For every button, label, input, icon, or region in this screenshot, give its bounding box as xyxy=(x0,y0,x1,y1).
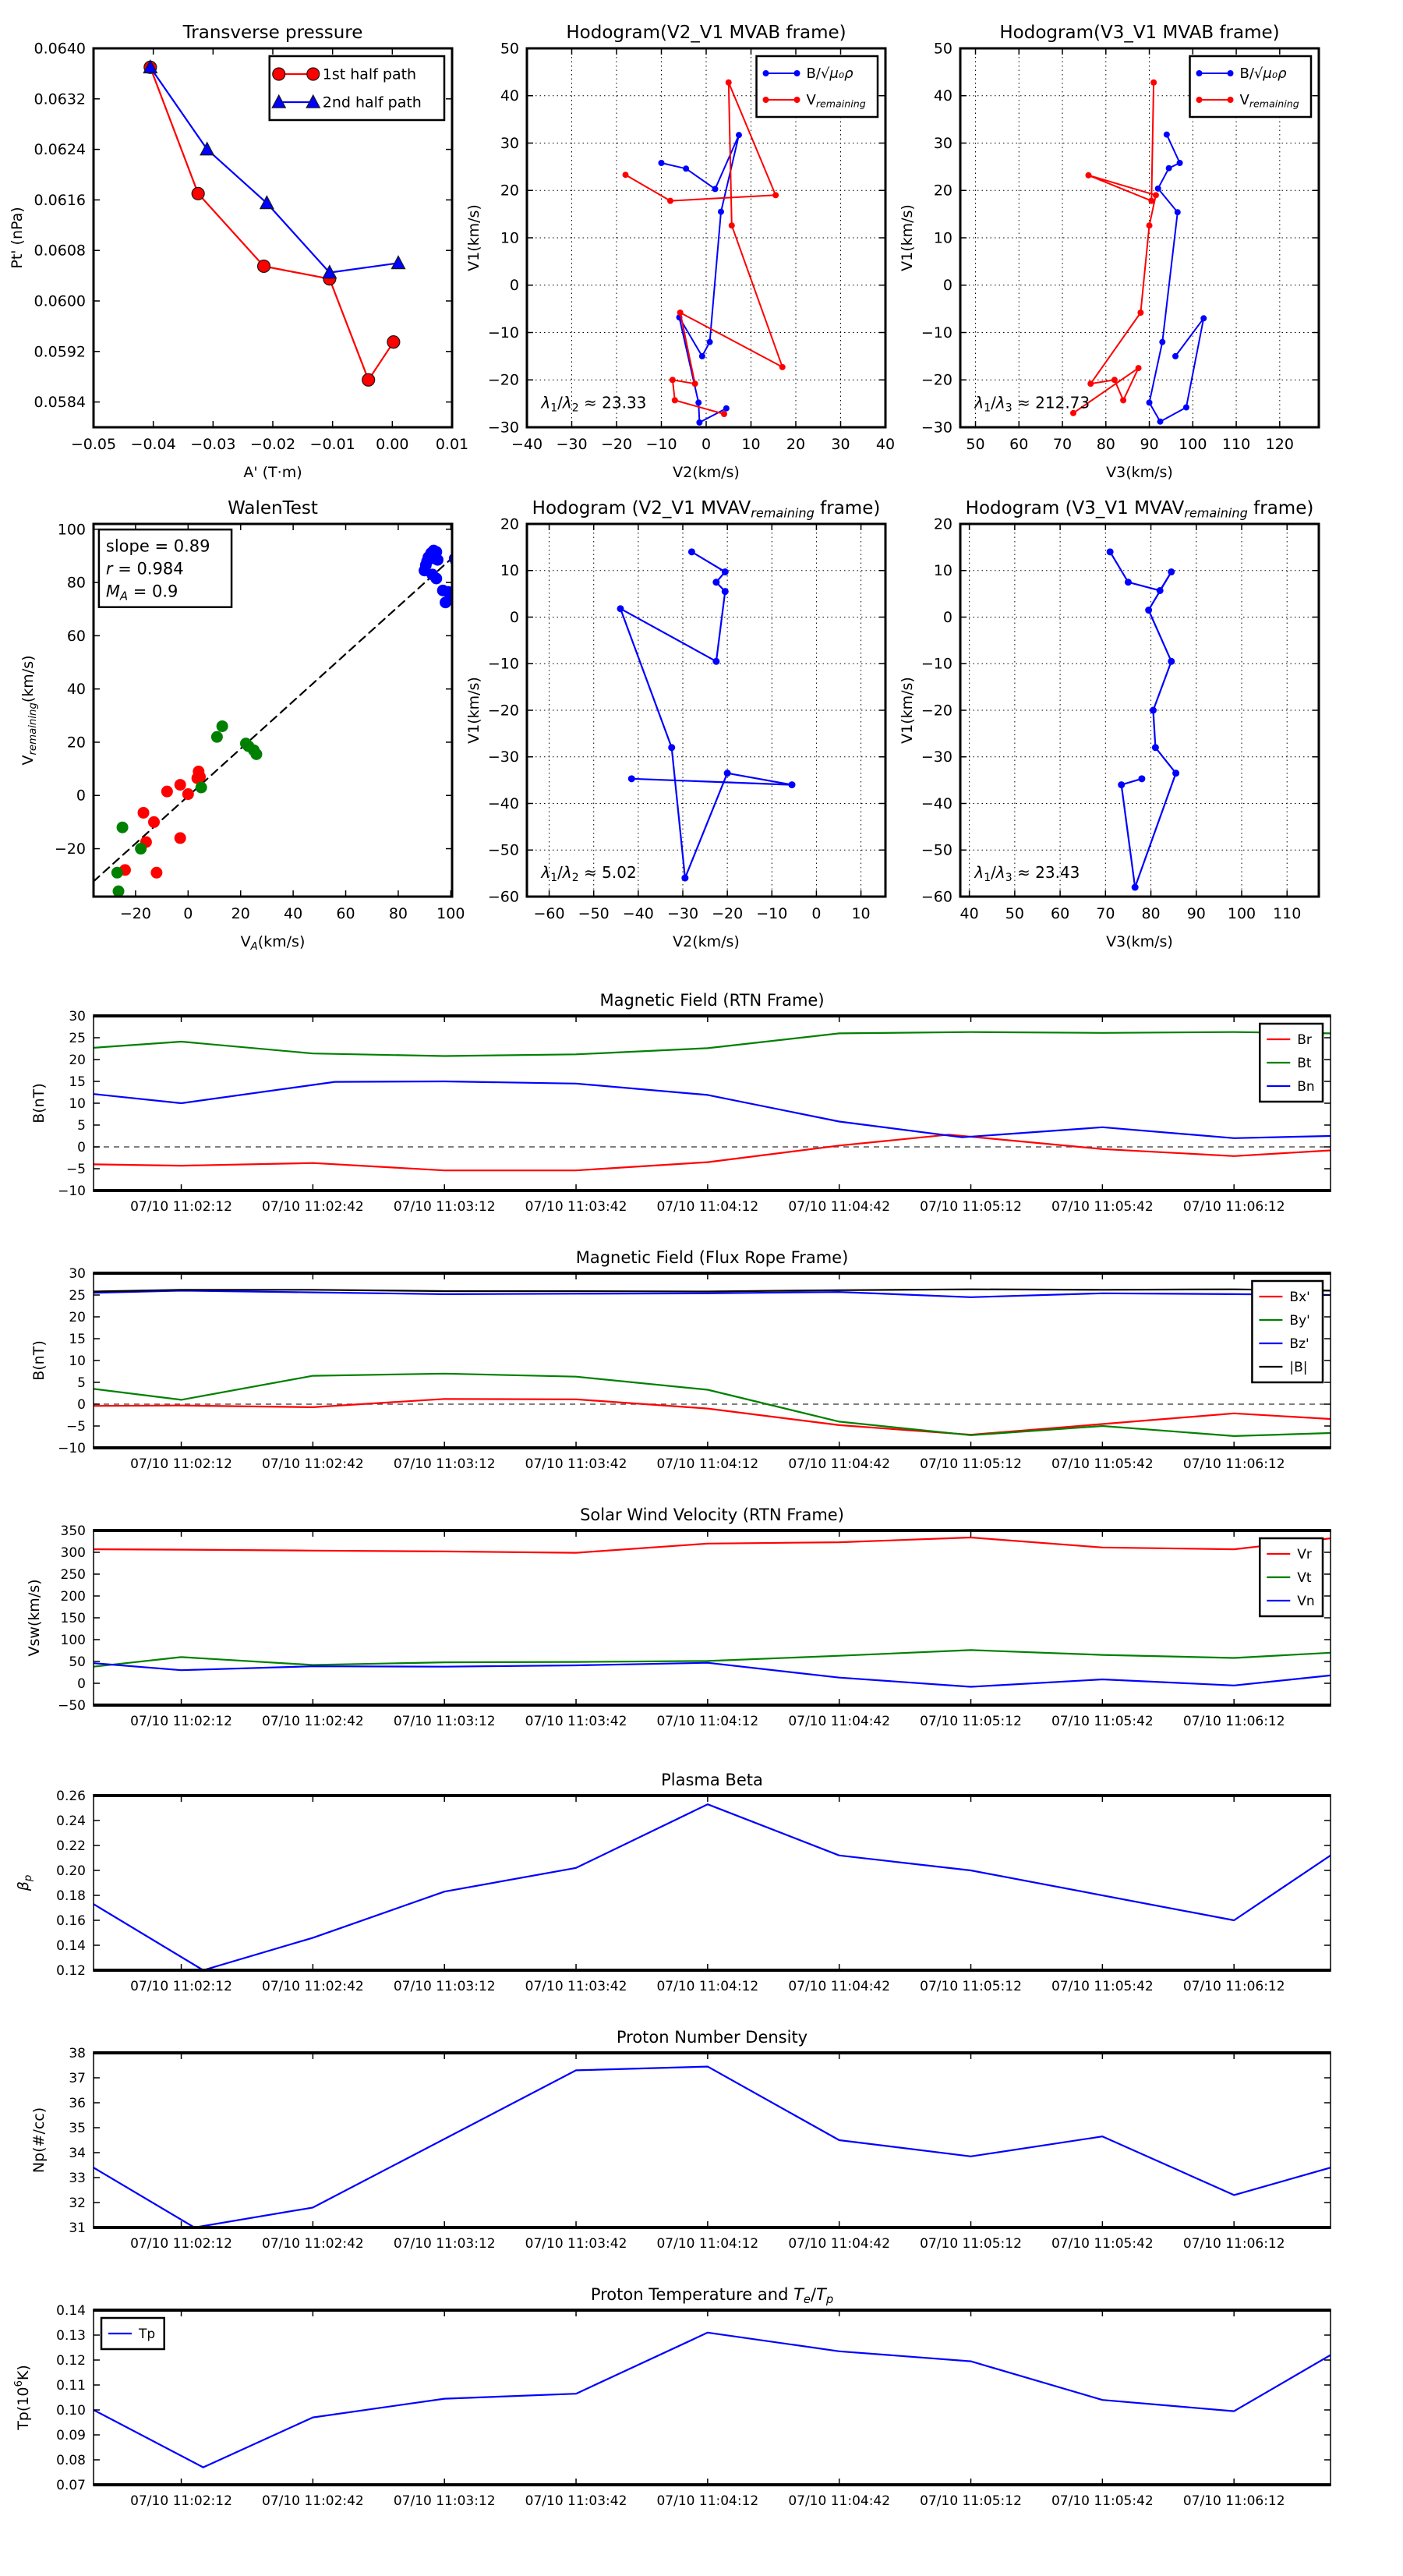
x-tick-label: 0 xyxy=(811,905,822,922)
y-tick-label: 20 xyxy=(933,182,952,200)
x-tick-label: 0 xyxy=(183,905,193,922)
y-tick-label: 15 xyxy=(69,1074,86,1090)
y-axis-label: V1(km/s) xyxy=(899,204,916,271)
y-tick-label: 40 xyxy=(66,681,86,699)
y-tick-label: −10 xyxy=(921,324,952,341)
plot-proton-number-density xyxy=(30,2028,1331,2252)
y-tick-label: 50 xyxy=(500,40,519,58)
y-tick-label: 0 xyxy=(942,608,952,626)
y-tick-label: 100 xyxy=(60,1632,86,1648)
legend-label: Bt xyxy=(1297,1055,1312,1071)
y-tick-label: 0.0632 xyxy=(34,90,86,108)
y-tick-label: 0 xyxy=(77,1675,86,1692)
x-tick-label: 07/10 11:04:12 xyxy=(656,1714,759,1729)
y-tick-label: 20 xyxy=(933,515,952,533)
x-tick-label: 0.01 xyxy=(435,436,469,453)
y-tick-label: 30 xyxy=(933,134,952,152)
plot-title: Hodogram(V3_V1 MVAB frame) xyxy=(999,23,1280,43)
x-axis-label: V3(km/s) xyxy=(1106,933,1173,950)
annotation-text: $\lambda_1/\lambda_2 \approx 23.33$ xyxy=(541,393,647,415)
y-tick-label: 0.14 xyxy=(56,2302,86,2319)
legend-label: Tp xyxy=(139,2326,156,2342)
x-tick-label: 07/10 11:04:42 xyxy=(788,1714,891,1729)
plot-hodogram-v3v1-mvav xyxy=(899,498,1320,950)
y-tick-label: 30 xyxy=(69,1008,86,1024)
x-tick-label: −0.02 xyxy=(249,436,296,453)
x-axis-label: V2(km/s) xyxy=(673,933,740,950)
y-tick-label: 0 xyxy=(509,277,519,295)
y-tick-label: 150 xyxy=(60,1610,86,1626)
y-tick-label: −5 xyxy=(65,1161,86,1177)
x-tick-label: 60 xyxy=(1051,905,1070,922)
y-axis-label: V1(km/s) xyxy=(465,204,482,271)
legend xyxy=(1252,1281,1323,1382)
x-tick-label: 10 xyxy=(741,436,761,453)
legend-label: Vt xyxy=(1297,1569,1312,1586)
x-tick-label: 07/10 11:06:12 xyxy=(1182,2493,1285,2509)
legend-label: B/√μ₀ρ xyxy=(1239,65,1287,83)
x-tick-label: 50 xyxy=(1005,905,1024,922)
x-tick-label: 70 xyxy=(1096,905,1115,922)
x-tick-label: 07/10 11:04:42 xyxy=(788,1979,891,1994)
x-tick-label: 07/10 11:03:42 xyxy=(525,1456,627,1472)
legend-label: $V_{remaining}$ xyxy=(806,92,866,110)
x-tick-label: 90 xyxy=(1186,905,1206,922)
plot-title: Hodogram(V2_V1 MVAB frame) xyxy=(566,23,846,43)
x-tick-label: 07/10 11:06:12 xyxy=(1182,1714,1285,1729)
y-tick-label: 80 xyxy=(66,574,86,592)
y-tick-label: 20 xyxy=(500,515,519,533)
y-tick-label: 250 xyxy=(60,1566,86,1583)
y-tick-label: 36 xyxy=(69,2095,86,2111)
x-tick-label: 07/10 11:05:12 xyxy=(920,1199,1022,1215)
x-tick-label: 110 xyxy=(1221,436,1251,453)
x-tick-label: 40 xyxy=(284,905,303,922)
x-tick-label: 07/10 11:04:12 xyxy=(656,2493,759,2509)
x-tick-label: 80 xyxy=(388,905,408,922)
legend-label: 1st half path xyxy=(322,65,417,83)
y-tick-label: −50 xyxy=(921,841,952,859)
y-tick-label: 20 xyxy=(69,1309,86,1325)
plot-title: Magnetic Field (Flux Rope Frame) xyxy=(575,1248,849,1267)
y-tick-label: 20 xyxy=(69,1052,86,1068)
plot-title: Proton Number Density xyxy=(616,2028,808,2047)
y-tick-label: 40 xyxy=(933,87,952,105)
legend-label: Br xyxy=(1297,1031,1312,1048)
y-tick-label: −20 xyxy=(921,702,952,720)
y-tick-label: 0.08 xyxy=(56,2452,86,2468)
x-tick-label: 07/10 11:06:12 xyxy=(1182,1199,1285,1215)
y-tick-label: 0.13 xyxy=(56,2327,86,2344)
y-tick-label: 0.14 xyxy=(56,1937,86,1954)
y-tick-label: 25 xyxy=(69,1030,86,1046)
y-axis-label: Vsw(km/s) xyxy=(26,1579,43,1657)
annotation-line: r = 0.984 xyxy=(105,559,184,579)
legend-label: Bx' xyxy=(1289,1289,1310,1305)
x-tick-label: 07/10 11:02:12 xyxy=(130,1714,232,1729)
y-tick-label: −20 xyxy=(54,840,86,858)
x-tick-label: 80 xyxy=(1096,436,1115,453)
y-tick-label: 0.10 xyxy=(56,2402,86,2419)
x-tick-label: 07/10 11:03:12 xyxy=(393,2493,496,2509)
x-tick-label: 10 xyxy=(851,905,871,922)
x-tick-label: −20 xyxy=(119,905,151,922)
x-tick-label: 07/10 11:05:42 xyxy=(1051,1199,1154,1215)
y-tick-label: 0 xyxy=(77,1139,86,1155)
x-tick-label: 20 xyxy=(786,436,806,453)
x-tick-label: 07/10 11:05:12 xyxy=(920,2493,1022,2509)
x-tick-label: 07/10 11:04:12 xyxy=(656,1979,759,1994)
x-tick-label: −0.05 xyxy=(70,436,117,453)
legend-label: Vn xyxy=(1297,1593,1315,1609)
annotation-text: $\lambda_1/\lambda_2 \approx 5.02$ xyxy=(541,863,637,885)
x-tick-label: 07/10 11:02:42 xyxy=(262,1714,364,1729)
x-tick-label: 07/10 11:04:42 xyxy=(788,2236,891,2252)
plot-plasma-beta xyxy=(15,1771,1331,1994)
x-tick-label: 07/10 11:05:12 xyxy=(920,2236,1022,2252)
y-tick-label: −30 xyxy=(487,748,519,766)
plot-mag-rtn xyxy=(30,991,1331,1215)
x-tick-label: 07/10 11:04:12 xyxy=(656,1199,759,1215)
x-tick-label: 07/10 11:03:42 xyxy=(525,1199,627,1215)
x-tick-label: 07/10 11:03:12 xyxy=(393,1714,496,1729)
y-tick-label: −60 xyxy=(921,888,952,906)
x-tick-label: −0.01 xyxy=(309,436,355,453)
y-tick-label: 40 xyxy=(500,87,519,105)
x-tick-label: 07/10 11:05:12 xyxy=(920,1456,1022,1472)
x-tick-label: 0 xyxy=(701,436,712,453)
y-tick-label: 0 xyxy=(942,277,952,295)
y-tick-label: −30 xyxy=(921,748,952,766)
x-tick-label: 60 xyxy=(1009,436,1029,453)
x-tick-label: 07/10 11:05:42 xyxy=(1051,2236,1154,2252)
legend xyxy=(101,2318,164,2349)
x-tick-label: 70 xyxy=(1052,436,1073,453)
y-axis-label: B(nT) xyxy=(30,1083,48,1123)
annotation-line: $M_A = 0.9$ xyxy=(105,582,178,603)
x-tick-label: 07/10 11:02:42 xyxy=(262,2236,364,2252)
legend-label: |B| xyxy=(1289,1359,1308,1375)
y-tick-label: 0.12 xyxy=(56,1962,86,1979)
y-tick-label: 0 xyxy=(509,608,519,626)
y-tick-label: 0.0624 xyxy=(34,141,86,159)
annotation-text: $\lambda_1/\lambda_3 \approx 212.73$ xyxy=(974,393,1090,415)
plot-mag-flux-rope xyxy=(30,1248,1331,1472)
x-tick-label: 07/10 11:05:42 xyxy=(1051,1456,1154,1472)
y-tick-label: 0.0608 xyxy=(34,242,86,260)
y-tick-label: 15 xyxy=(69,1331,86,1347)
x-tick-label: 07/10 11:02:12 xyxy=(130,2493,232,2509)
y-tick-label: 0 xyxy=(76,787,86,805)
x-tick-label: 07/10 11:02:12 xyxy=(130,1979,232,1994)
x-tick-label: −20 xyxy=(600,436,633,453)
x-tick-label: −10 xyxy=(645,436,677,453)
y-tick-label: −10 xyxy=(58,1183,86,1199)
y-tick-label: 300 xyxy=(60,1545,86,1561)
x-tick-label: 07/10 11:06:12 xyxy=(1182,2236,1285,2252)
plot-title: Plasma Beta xyxy=(661,1771,763,1789)
y-tick-label: 10 xyxy=(69,1353,86,1369)
x-tick-label: 07/10 11:06:12 xyxy=(1182,1456,1285,1472)
x-tick-label: −60 xyxy=(533,905,565,922)
x-tick-label: 07/10 11:03:42 xyxy=(525,2236,627,2252)
x-tick-label: 120 xyxy=(1265,436,1294,453)
plot-title: Transverse pressure xyxy=(182,23,363,43)
y-tick-label: 200 xyxy=(60,1588,86,1605)
y-tick-label: −10 xyxy=(487,324,519,341)
x-tick-label: −20 xyxy=(712,905,744,922)
x-tick-label: 50 xyxy=(966,436,985,453)
y-tick-label: 20 xyxy=(500,182,519,200)
y-axis-label: B(nT) xyxy=(30,1340,48,1381)
y-tick-label: 50 xyxy=(933,40,952,58)
x-tick-label: 07/10 11:02:42 xyxy=(262,2493,364,2509)
y-axis-label: V1(km/s) xyxy=(899,677,916,744)
y-axis-label: V1(km/s) xyxy=(465,677,482,744)
x-tick-label: 07/10 11:03:42 xyxy=(525,1979,627,1994)
legend-label: B/√μ₀ρ xyxy=(806,65,853,83)
y-tick-label: 60 xyxy=(66,627,86,645)
plot-hodogram-v2v1-mvav xyxy=(465,498,887,950)
y-tick-label: −60 xyxy=(487,888,519,906)
x-axis-label: A' (T·m) xyxy=(243,464,302,481)
x-tick-label: 07/10 11:04:42 xyxy=(788,2493,891,2509)
y-axis-label: $\beta_p$ xyxy=(15,1874,34,1891)
y-tick-label: 33 xyxy=(69,2170,86,2186)
y-tick-label: 32 xyxy=(69,2195,86,2211)
plot-title: Hodogram (V2_V1 $MVAV_{remaining}$ frame) xyxy=(532,498,881,521)
y-tick-label: 5 xyxy=(77,1375,86,1391)
x-tick-label: 07/10 11:04:12 xyxy=(656,1456,759,1472)
x-tick-label: 0.00 xyxy=(376,436,409,453)
y-tick-label: 5 xyxy=(77,1117,86,1134)
y-tick-label: 35 xyxy=(69,2120,86,2136)
x-tick-label: 07/10 11:05:42 xyxy=(1051,1714,1154,1729)
x-tick-label: 07/10 11:04:42 xyxy=(788,1456,891,1472)
x-tick-label: 07/10 11:04:42 xyxy=(788,1199,891,1215)
x-tick-label: 30 xyxy=(831,436,850,453)
legend-label: Bn xyxy=(1297,1078,1315,1095)
x-tick-label: −0.03 xyxy=(190,436,236,453)
legend xyxy=(1190,56,1311,117)
y-tick-label: −50 xyxy=(487,841,519,859)
y-tick-label: 50 xyxy=(69,1654,86,1670)
y-tick-label: 0 xyxy=(77,1396,86,1413)
plot-title: Solar Wind Velocity (RTN Frame) xyxy=(580,1506,844,1524)
x-tick-label: 07/10 11:02:42 xyxy=(262,1979,364,1994)
x-tick-label: 07/10 11:03:12 xyxy=(393,2236,496,2252)
y-tick-label: 10 xyxy=(69,1095,86,1112)
x-tick-label: 40 xyxy=(959,905,979,922)
x-tick-label: 110 xyxy=(1273,905,1302,922)
plot-hodogram-v3v1-mvab xyxy=(899,23,1320,481)
y-tick-label: −20 xyxy=(487,702,519,720)
x-tick-label: 07/10 11:02:12 xyxy=(130,2236,232,2252)
x-tick-label: −40 xyxy=(622,905,654,922)
y-tick-label: 0.07 xyxy=(56,2477,86,2493)
x-tick-label: 07/10 11:03:42 xyxy=(525,1714,627,1729)
y-tick-label: 0.09 xyxy=(56,2427,86,2443)
plot-title: Hodogram (V3_V1 $MVAV_{remaining}$ frame) xyxy=(965,498,1314,521)
x-axis-label: $V_A(km/s)$ xyxy=(240,933,306,953)
x-tick-label: 07/10 11:06:12 xyxy=(1182,1979,1285,1994)
plot-solar-wind-velocity xyxy=(26,1506,1331,1729)
y-tick-label: 0.0600 xyxy=(34,292,86,310)
x-tick-label: 07/10 11:02:42 xyxy=(262,1199,364,1215)
y-tick-label: 30 xyxy=(500,134,519,152)
annotation-text: $\lambda_1/\lambda_3 \approx 23.43$ xyxy=(974,863,1080,885)
x-tick-label: 100 xyxy=(1179,436,1207,453)
legend xyxy=(1260,1024,1323,1102)
plot-title: WalenTest xyxy=(228,498,318,518)
y-axis-label: Np(#/cc) xyxy=(30,2107,48,2174)
y-tick-label: 10 xyxy=(933,562,952,580)
legend-label: $V_{remaining}$ xyxy=(1239,92,1299,110)
x-tick-label: 07/10 11:02:12 xyxy=(130,1199,232,1215)
x-tick-label: 07/10 11:05:42 xyxy=(1051,1979,1154,1994)
y-tick-label: −10 xyxy=(58,1440,86,1456)
x-tick-label: 60 xyxy=(336,905,355,922)
y-tick-label: −30 xyxy=(487,419,519,437)
legend xyxy=(1260,1538,1323,1616)
y-tick-label: 0.26 xyxy=(56,1788,86,1804)
x-tick-label: 07/10 11:03:12 xyxy=(393,1199,496,1215)
plot-title: Proton Temperature and $T_e/T_p$ xyxy=(590,2285,834,2307)
y-tick-label: 350 xyxy=(60,1523,86,1539)
x-tick-label: −10 xyxy=(756,905,788,922)
y-tick-label: 10 xyxy=(500,562,519,580)
y-tick-label: 0.0640 xyxy=(34,40,86,58)
x-tick-label: −30 xyxy=(556,436,588,453)
legend-label: Vr xyxy=(1297,1546,1312,1562)
y-tick-label: −20 xyxy=(487,371,519,389)
x-axis-label: V2(km/s) xyxy=(673,464,740,481)
y-tick-label: −40 xyxy=(487,794,519,812)
y-tick-label: 0.20 xyxy=(56,1863,86,1879)
legend xyxy=(757,56,878,117)
y-tick-label: 0.18 xyxy=(56,1888,86,1904)
y-tick-label: 10 xyxy=(933,229,952,247)
y-tick-label: −40 xyxy=(921,794,952,812)
y-tick-label: −30 xyxy=(921,419,952,437)
legend-label: By' xyxy=(1289,1312,1310,1329)
x-tick-label: 07/10 11:02:12 xyxy=(130,1456,232,1472)
x-tick-label: 07/10 11:02:42 xyxy=(262,1456,364,1472)
y-axis-label: $V_{remaining}(km/s)$ xyxy=(19,655,39,766)
y-tick-label: 34 xyxy=(69,2145,86,2161)
y-tick-label: 0.12 xyxy=(56,2352,86,2369)
y-tick-label: 0.22 xyxy=(56,1838,86,1854)
legend-label: 2nd half path xyxy=(322,94,422,111)
x-tick-label: 20 xyxy=(231,905,250,922)
y-tick-label: 0.16 xyxy=(56,1913,86,1929)
x-tick-label: 100 xyxy=(1227,905,1256,922)
x-tick-label: −50 xyxy=(578,905,610,922)
y-tick-label: 20 xyxy=(66,734,86,752)
y-axis-label: $Tp(10^6K)$ xyxy=(13,2365,32,2430)
x-tick-label: 100 xyxy=(436,905,465,922)
y-tick-label: 0.0584 xyxy=(34,394,86,412)
x-tick-label: 40 xyxy=(875,436,896,453)
y-tick-label: 0.11 xyxy=(56,2377,86,2394)
x-tick-label: 07/10 11:05:12 xyxy=(920,1979,1022,1994)
y-tick-label: 100 xyxy=(57,521,86,539)
x-tick-label: 07/10 11:03:42 xyxy=(525,2493,627,2509)
annotation-line: slope = 0.89 xyxy=(105,536,210,556)
y-tick-label: 31 xyxy=(69,2220,86,2236)
y-tick-label: 10 xyxy=(500,229,519,247)
y-tick-label: 0.24 xyxy=(56,1813,86,1829)
x-tick-label: 07/10 11:05:12 xyxy=(920,1714,1022,1729)
x-tick-label: 07/10 11:04:12 xyxy=(656,2236,759,2252)
y-tick-label: 38 xyxy=(69,2045,86,2061)
y-tick-label: −50 xyxy=(58,1697,86,1714)
y-tick-label: 0.0592 xyxy=(34,343,86,361)
x-tick-label: 07/10 11:03:12 xyxy=(393,1979,496,1994)
y-tick-label: −10 xyxy=(921,655,952,673)
y-tick-label: −5 xyxy=(65,1418,86,1435)
x-tick-label: −30 xyxy=(666,905,699,922)
y-tick-label: −20 xyxy=(921,371,952,389)
y-tick-label: 25 xyxy=(69,1287,86,1304)
x-tick-label: −0.04 xyxy=(130,436,176,453)
x-tick-label: 07/10 11:05:42 xyxy=(1051,2493,1154,2509)
x-tick-label: −40 xyxy=(511,436,543,453)
y-tick-label: 0.0616 xyxy=(34,191,86,209)
x-tick-label: 07/10 11:03:12 xyxy=(393,1456,496,1472)
y-tick-label: 37 xyxy=(69,2070,86,2086)
legend-label: Bz' xyxy=(1289,1336,1309,1352)
y-tick-label: −10 xyxy=(487,655,519,673)
x-tick-label: 80 xyxy=(1141,905,1161,922)
plot-title: Magnetic Field (RTN Frame) xyxy=(599,991,825,1010)
x-tick-label: 90 xyxy=(1140,436,1159,453)
y-tick-label: 30 xyxy=(69,1265,86,1282)
plot-hodogram-v2v1-mvab xyxy=(465,23,895,481)
legend xyxy=(270,56,444,120)
y-axis-label: Pt' (nPa) xyxy=(9,207,26,269)
plot-proton-temperature xyxy=(13,2285,1331,2509)
x-axis-label: V3(km/s) xyxy=(1106,464,1173,481)
annotation-box xyxy=(99,529,231,607)
